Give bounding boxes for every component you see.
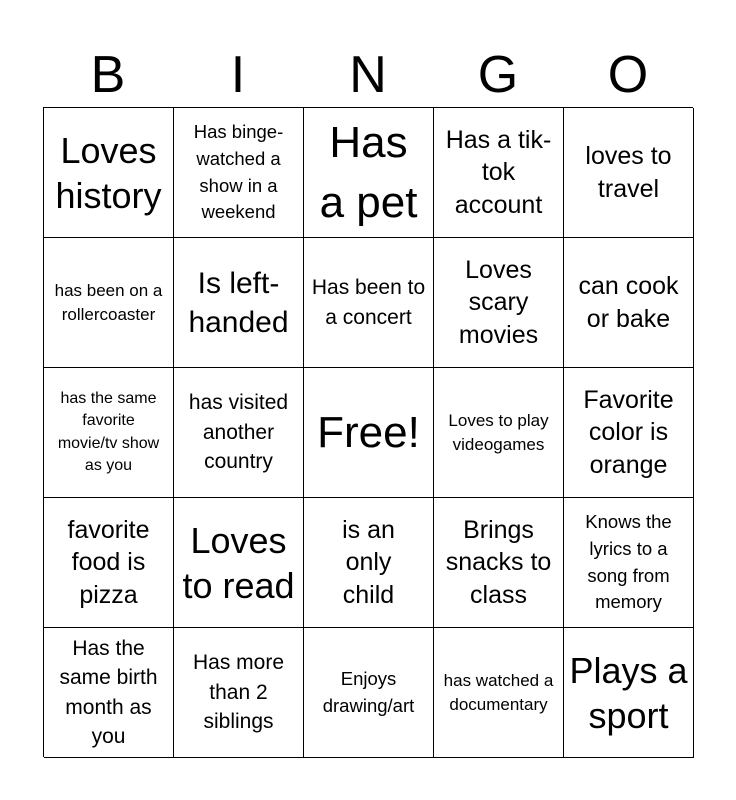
cell-text: Loves scary movies xyxy=(458,255,539,349)
bingo-cell-r2-c3[interactable] xyxy=(304,238,434,368)
bingo-cell-r4-c1[interactable] xyxy=(44,498,174,628)
bingo-cell-r4-c5[interactable] xyxy=(564,498,694,628)
bingo-cell-r3-c1[interactable] xyxy=(44,368,174,498)
cell-text: loves to travel xyxy=(585,142,672,203)
bingo-cell-r3-c2[interactable] xyxy=(174,368,304,498)
bingo-cell-r1-c3[interactable] xyxy=(304,108,434,238)
bingo-cell-r1-c4[interactable] xyxy=(434,108,564,238)
cell-text: Has a pet xyxy=(319,118,418,227)
cell-text: Has binge-watched a show in a weekend xyxy=(193,120,284,223)
bingo-cell-r2-c1[interactable] xyxy=(44,238,174,368)
bingo-cell-r5-c3[interactable] xyxy=(304,628,434,758)
cell-text: can cook or bake xyxy=(578,272,679,333)
cell-text: Brings snacks to class xyxy=(445,515,552,609)
bingo-cell-r2-c5[interactable] xyxy=(564,238,694,368)
cell-text: Loves to play videogames xyxy=(448,410,549,454)
bingo-cell-r5-c2[interactable] xyxy=(174,628,304,758)
bingo-cell-r2-c2[interactable] xyxy=(174,238,304,368)
bingo-cell-r3-c3[interactable] xyxy=(304,368,434,498)
cell-text: Enjoys drawing/art xyxy=(322,667,415,716)
bingo-cell-r4-c4[interactable] xyxy=(434,498,564,628)
bingo-board xyxy=(43,107,693,757)
cell-text: has visited another country xyxy=(188,391,289,474)
cell-text: Loves to read xyxy=(182,519,295,606)
header-letter-b: B xyxy=(90,46,126,104)
bingo-cell-r3-c4[interactable] xyxy=(434,368,564,498)
cell-text: Has been to a concert xyxy=(311,276,426,329)
cell-text: Has the same birth month as you xyxy=(59,636,158,748)
cell-text: has the same favorite movie/tv show as you xyxy=(57,389,160,474)
bingo-cell-r5-c4[interactable] xyxy=(434,628,564,758)
bingo-cell-r1-c1[interactable] xyxy=(44,108,174,238)
free-space: Free! xyxy=(317,407,420,457)
bingo-cell-r5-c1[interactable] xyxy=(44,628,174,758)
cell-text: Loves history xyxy=(55,129,162,216)
header-letter-n: N xyxy=(349,46,387,104)
header-letter-o: O xyxy=(607,46,649,104)
cell-text: is an only child xyxy=(342,515,395,609)
bingo-cell-r5-c5[interactable] xyxy=(564,628,694,758)
bingo-cell-r1-c5[interactable] xyxy=(564,108,694,238)
bingo-header xyxy=(43,44,693,106)
cell-text: Knows the lyrics to a song from memory xyxy=(585,510,672,613)
cell-text: favorite food is pizza xyxy=(67,515,150,609)
cell-text: Favorite color is orange xyxy=(583,385,674,479)
header-letter-g: G xyxy=(477,46,519,104)
cell-text: Has more than 2 siblings xyxy=(192,651,285,734)
cell-text: Has a tik-tok account xyxy=(445,125,552,219)
cell-text: has been on a rollercoaster xyxy=(54,280,163,324)
header-letter-i: I xyxy=(230,46,246,104)
bingo-cell-r2-c4[interactable] xyxy=(434,238,564,368)
cell-text: Is left-handed xyxy=(188,266,289,339)
cell-text: Plays a sport xyxy=(569,649,688,736)
bingo-cell-r3-c5[interactable] xyxy=(564,368,694,498)
bingo-cell-r4-c3[interactable] xyxy=(304,498,434,628)
cell-text: has watched a documentary xyxy=(443,670,554,714)
bingo-cell-r1-c2[interactable] xyxy=(174,108,304,238)
bingo-cell-r4-c2[interactable] xyxy=(174,498,304,628)
